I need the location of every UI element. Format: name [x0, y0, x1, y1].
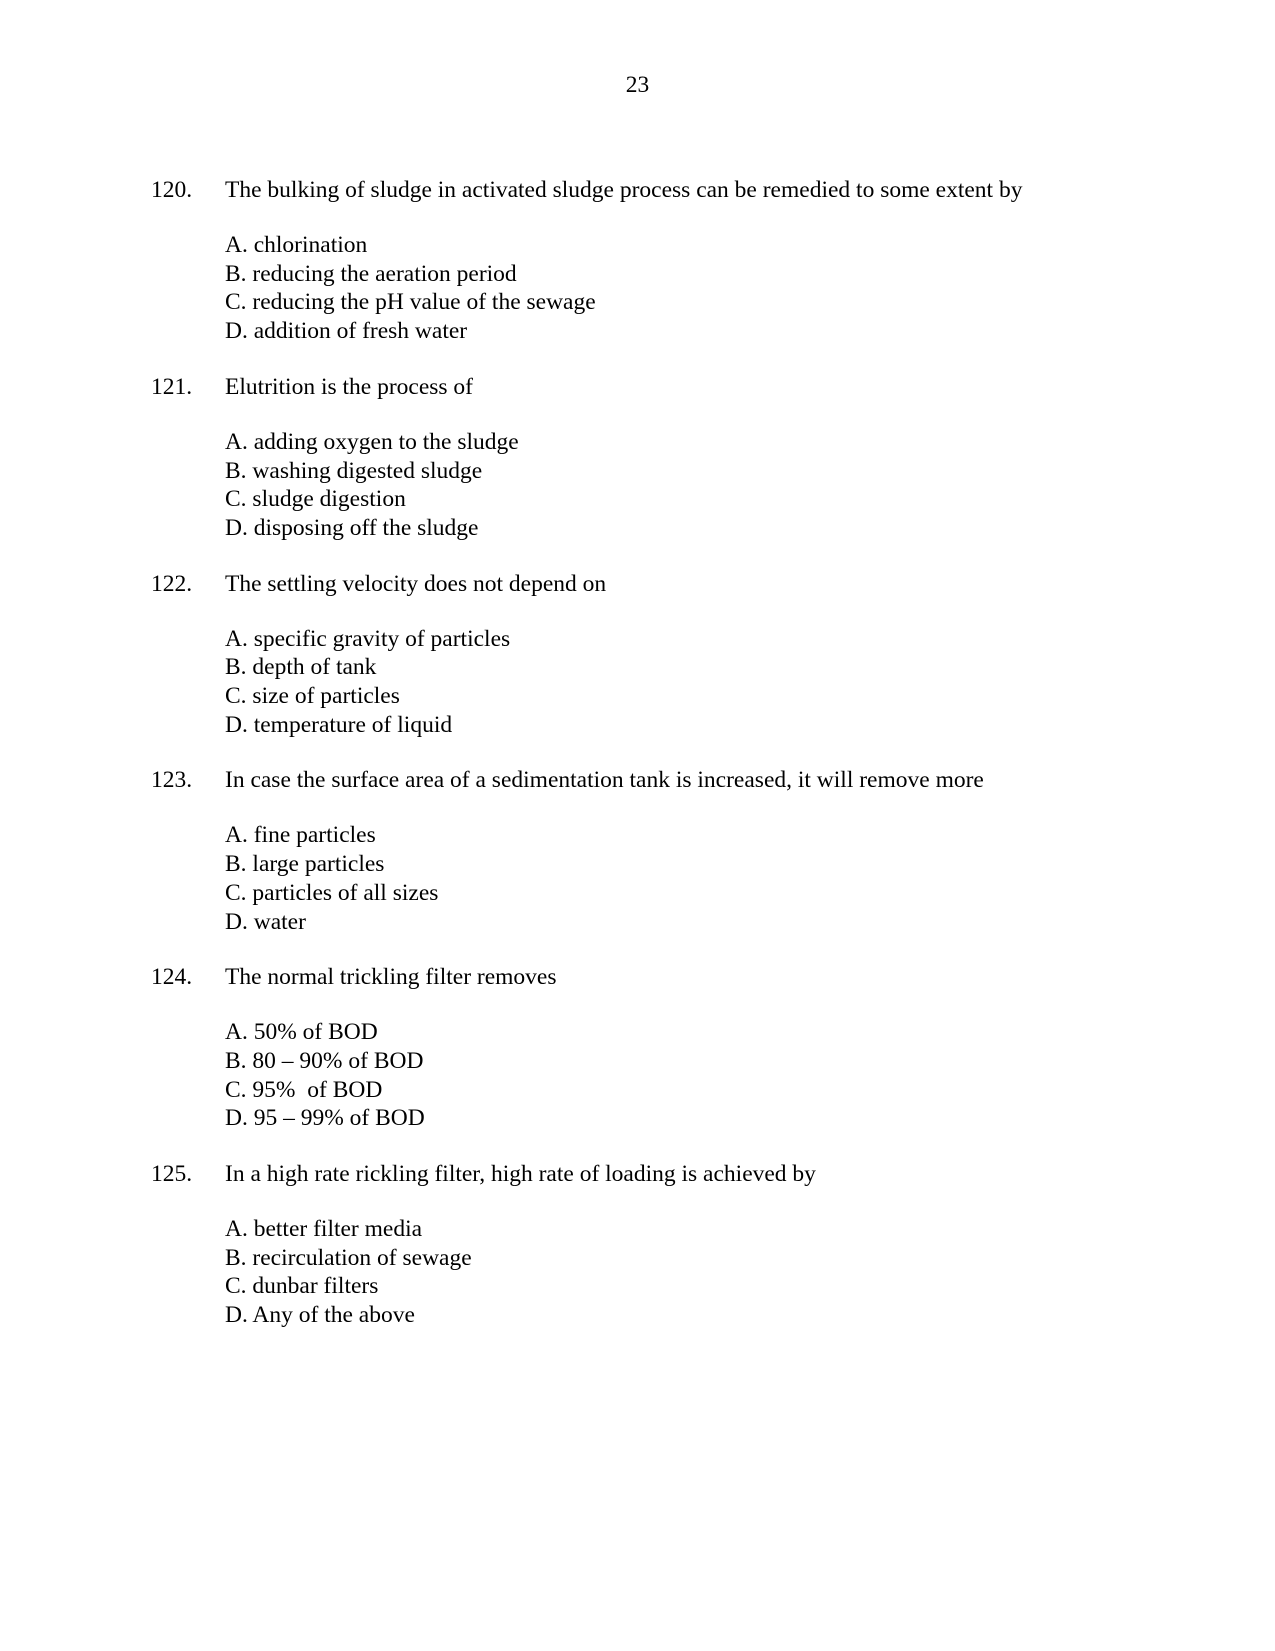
option-b: B. washing digested sludge [225, 457, 483, 484]
question-stem [151, 176, 1231, 204]
option-c: C. sludge digestion [225, 486, 406, 513]
option-list [151, 1215, 1231, 1330]
option-d: D. 95 – 99% of BOD [225, 1105, 425, 1132]
question-number: 123. [151, 767, 193, 794]
question-number: 125. [151, 1161, 193, 1188]
option-a: A. chlorination [225, 232, 368, 258]
option-c: C. dunbar filters [225, 1273, 379, 1300]
option-d: D. Any of the above [225, 1302, 415, 1329]
question-stem [151, 373, 1231, 401]
question-text: The settling velocity does not depend on [225, 570, 607, 597]
question-text: In a high rate rickling filter, high rate of loading is achieved by [225, 1161, 816, 1188]
option-d: D. addition of fresh water [225, 318, 468, 345]
option-b: B. large particles [225, 851, 385, 878]
option-d: D. temperature of liquid [225, 711, 453, 738]
question-number: 121. [151, 373, 193, 400]
option-d: D. water [225, 908, 306, 935]
question-stem [151, 1160, 1231, 1188]
question-text: In case the surface area of a sedimentation tank is increased, it will remove more [225, 767, 984, 794]
option-list [151, 1018, 1231, 1133]
question-stem [151, 963, 1231, 991]
option-a: A. specific gravity of particles [225, 625, 511, 652]
question-number: 124. [151, 964, 193, 991]
question-120 [151, 176, 1231, 346]
option-a: A. better filter media [225, 1216, 423, 1243]
option-b: B. reducing the aeration period [225, 260, 517, 287]
option-b: B. 80 – 90% of BOD [225, 1047, 424, 1074]
option-c: C. size of particles [225, 683, 400, 710]
question-121 [151, 373, 1231, 543]
question-number: 120. [151, 177, 193, 203]
option-b: B. depth of tank [225, 654, 377, 681]
question-stem [151, 766, 1231, 794]
question-text: Elutrition is the process of [225, 373, 474, 400]
question-123 [151, 766, 1231, 936]
option-b: B. recirculation of sewage [225, 1244, 472, 1271]
option-a: A. 50% of BOD [225, 1019, 378, 1046]
question-stem [151, 570, 1231, 598]
question-text: The normal trickling filter removes [225, 964, 557, 991]
option-c: C. particles of all sizes [225, 879, 439, 906]
question-list [151, 176, 1231, 1357]
question-124 [151, 963, 1231, 1133]
option-list [151, 821, 1231, 936]
question-122 [151, 570, 1231, 740]
page-number: 23 [625, 72, 650, 98]
option-a: A. fine particles [225, 822, 376, 849]
option-list [151, 231, 1231, 346]
option-list [151, 625, 1231, 740]
question-number: 122. [151, 570, 193, 597]
option-list [151, 428, 1231, 543]
option-d: D. disposing off the sludge [225, 514, 479, 541]
option-c: C. reducing the pH value of the sewage [225, 289, 596, 316]
option-c: C. 95% of BOD [225, 1076, 383, 1103]
question-125 [151, 1160, 1231, 1330]
option-a: A. adding oxygen to the sludge [225, 428, 519, 455]
question-text: The bulking of sludge in activated sludge process can be remedied to some extent by [225, 177, 1023, 203]
